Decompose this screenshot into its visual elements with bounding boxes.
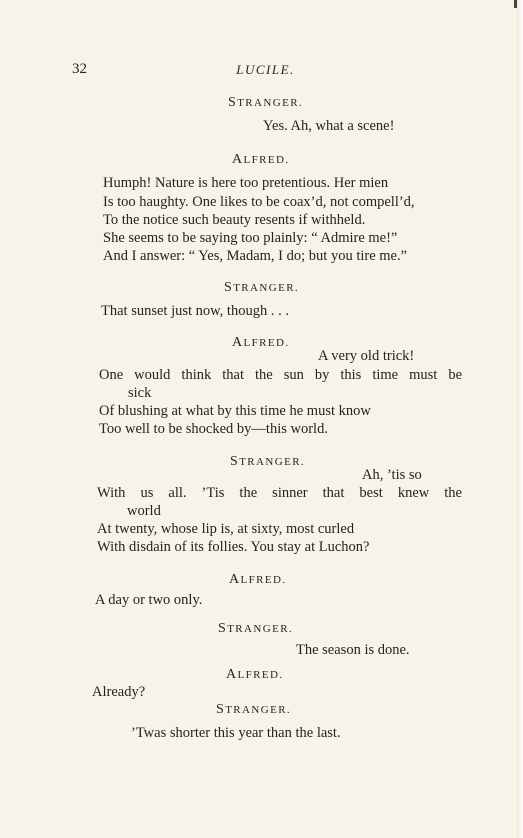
verse-line: ’Twas shorter this year than the last. [131,725,341,741]
verse-line: To the notice such beauty resents if withheld. [103,212,366,228]
verse-line-continuation: world [127,503,161,519]
verse-line: With us all. ’Tis the sinner that best knew the [97,485,462,501]
speaker-name: STRANGER. [230,454,306,469]
verse-line: Already? [92,684,146,700]
page-edge [517,0,523,838]
verse-line-continuation: sick [128,385,152,401]
speaker-name: ALFRED. [232,335,290,350]
verse-line: With disdain of its follies. You stay at Luchon? [97,539,370,555]
verse-line: Of blushing at what by this time he must know [99,403,371,419]
speaker-name: ALFRED. [226,667,284,682]
speaker-name: STRANGER. [228,95,304,110]
running-head: LUCILE. [236,62,295,77]
speaker-name: ALFRED. [232,152,290,167]
verse-line: Humph! Nature is here too pretentious. Her mien [103,175,389,191]
speaker-name: STRANGER. [218,621,294,636]
verse-line: She seems to be saying too plainly: “ Admire me!” [103,230,398,246]
verse-line: Too well to be shocked by—this world. [99,421,328,437]
verse-line: Yes. Ah, what a scene! [263,118,395,134]
verse-line: Is too haughty. One likes to be coax’d, not compell’d, [103,194,415,210]
verse-line: One would think that the sun by this time must be [99,367,462,383]
speaker-name: ALFRED. [229,572,287,587]
speaker-name: STRANGER. [216,702,292,717]
verse-line: That sunset just now, though . . . [101,303,289,319]
speaker-name: STRANGER. [224,280,300,295]
page-mark [514,0,517,8]
verse-line: A very old trick! [318,348,415,364]
verse-line: Ah, ’tis so [362,467,422,483]
verse-line: The season is done. [296,642,410,658]
verse-line: And I answer: “ Yes, Madam, I do; but you tire me.” [103,248,408,264]
page-number: 32 [72,61,87,77]
verse-line: At twenty, whose lip is, at sixty, most curled [97,521,355,537]
verse-line: A day or two only. [95,592,203,608]
